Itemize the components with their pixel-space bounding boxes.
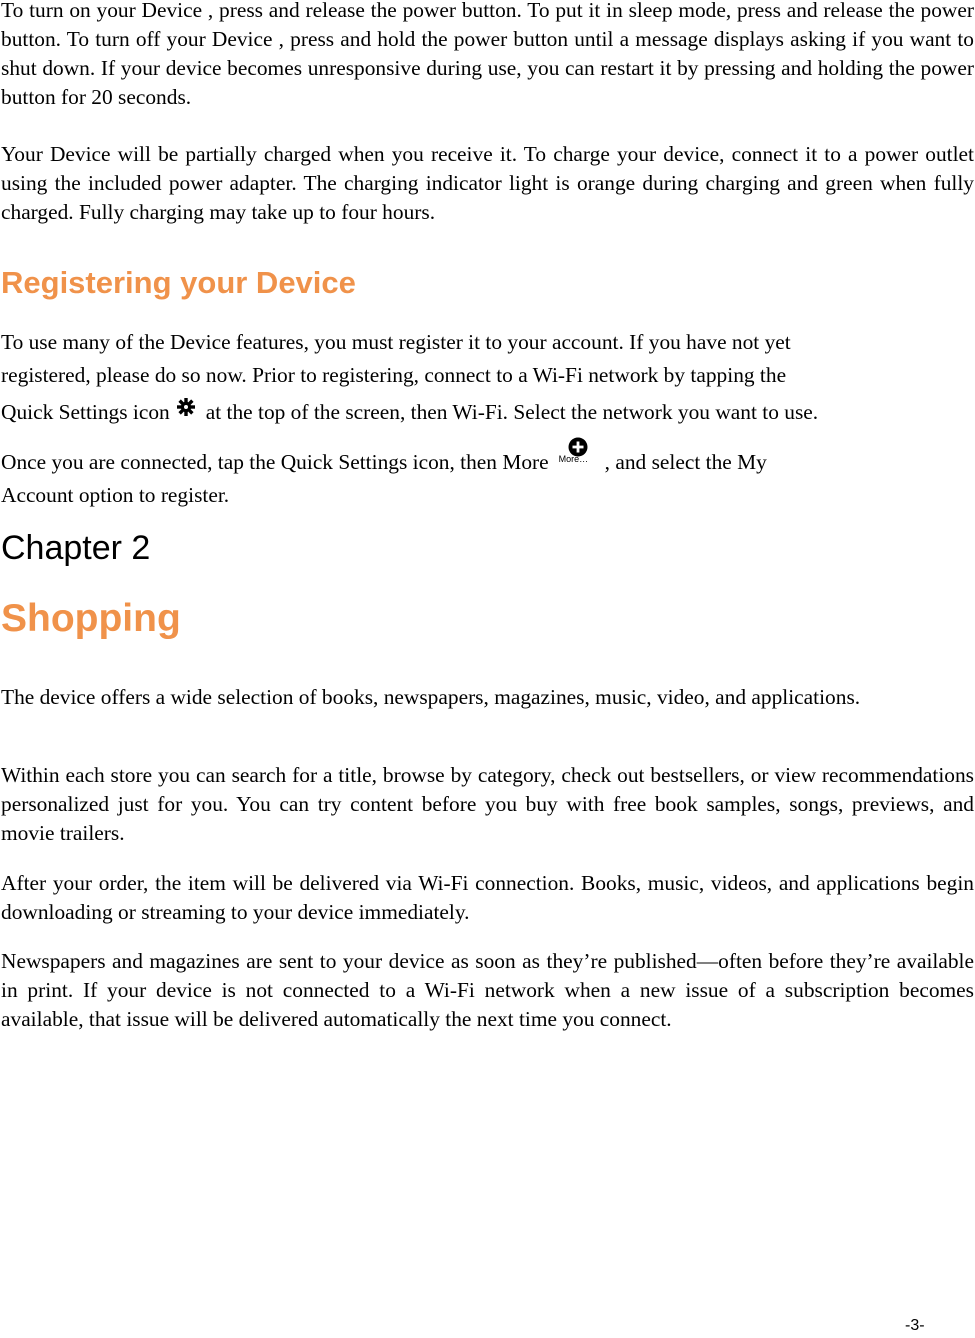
registering-line-4-end: , and select the My (604, 450, 767, 474)
shopping-paragraph-3: After your order, the item will be delivered via Wi-Fi connection. Books, music, videos, and applications begin downloading or streaming to your device immediately. (1, 871, 974, 924)
registering-line-3 (1, 396, 818, 427)
more-icon (557, 448, 603, 477)
shopping-paragraph-2: Within each store you can search for a title, browse by category, check out bestsellers, or view recommendations personalized just for you. You can try content before you buy with free book samples, songs, previews, and movie trailers. (1, 763, 974, 845)
registering-line-5: Account option to register. (1, 483, 230, 507)
charging-paragraph: Your Device will be partially charged when you receive it. To charge your device, connect it to a power outlet using the included power adapter. The charging indicator light is orange during charging and green when fully charged. Fully charging may take up to four hours. (1, 142, 974, 224)
registering-line-3-start: Quick Settings icon (1, 400, 170, 424)
page-number: -3- (905, 1317, 925, 1334)
registering-line-2: registered, please do so now. Prior to registering, connect to a Wi-Fi network by tapping the (1, 363, 787, 387)
registering-line-4-start: Once you are connected, tap the Quick Settings icon, then More (1, 450, 549, 474)
shopping-paragraph-4: Newspapers and magazines are sent to your device as soon as they’re published—often before they’re available in print. If your device is not connected to a Wi-Fi network when a new issue of a subscription becomes available, that issue will be delivered automatically the next time you connect. (1, 949, 974, 1031)
plus-circle-icon (568, 436, 588, 456)
registering-line-4 (1, 448, 767, 477)
more-icon-label: More… (558, 454, 589, 464)
chapter-label: Chapter 2 (1, 529, 151, 567)
registering-heading: Registering your Device (1, 265, 356, 300)
shopping-paragraph-1: The device offers a wide selection of books, newspapers, magazines, music, video, and applications. (1, 685, 861, 709)
power-paragraph: To turn on your Device , press and release the power button. To put it in sleep mode, press and release the power button. To turn off your Device , press and hold the power button until a message displays asking if you want to shut down. If your device becomes unresponsive during use, you can restart it by pressing and holding the power button for 20 seconds. (1, 0, 974, 109)
gear-icon (176, 396, 196, 416)
registering-line-1: To use many of the Device features, you must register it to your account. If you have not yet (1, 330, 791, 354)
chapter-title: Shopping (1, 597, 181, 640)
registering-line-3-end: at the top of the screen, then Wi-Fi. Select the network you want to use. (205, 400, 819, 424)
